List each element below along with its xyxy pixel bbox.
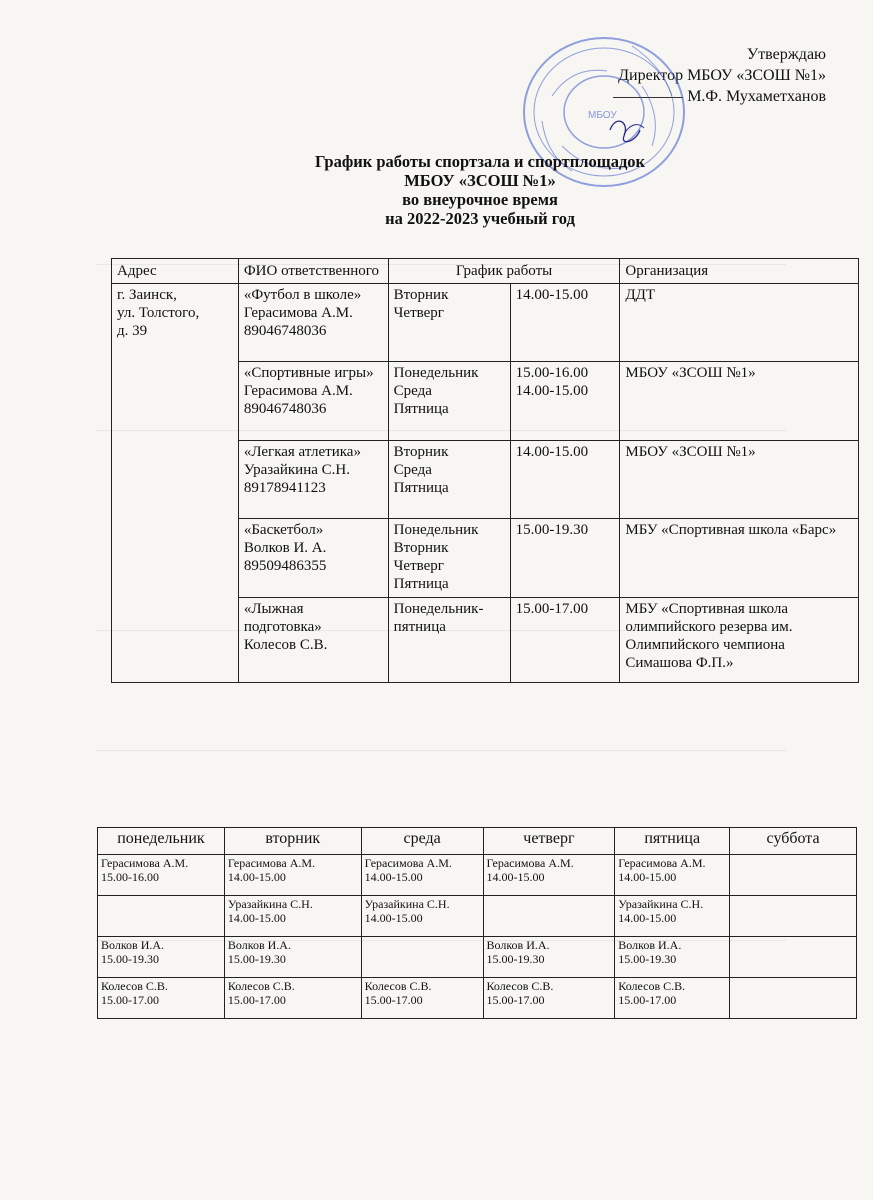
days-cell xyxy=(388,362,510,441)
day-header-thursday: четверг xyxy=(483,828,615,855)
schedule-header-row xyxy=(112,259,859,284)
trainer-time: 14.00-15.00 xyxy=(618,911,677,925)
time: 15.00-19.30 xyxy=(515,522,589,538)
weekly-cell xyxy=(615,896,730,937)
trainer-time: 15.00-17.00 xyxy=(101,993,159,1007)
trainer-time: 15.00-17.00 xyxy=(618,993,677,1007)
weekly-cell xyxy=(224,896,361,937)
day: пятница xyxy=(393,619,446,635)
weekly-cell xyxy=(615,855,730,896)
days-cell xyxy=(388,519,510,598)
person-phone: 89046748036 xyxy=(243,323,327,339)
weekly-cell xyxy=(483,855,615,896)
section-name: «Лыжная подготовка» xyxy=(243,601,322,635)
day-header-friday: пятница xyxy=(615,828,730,855)
day: Пятница xyxy=(393,480,449,496)
trainer-time: 14.00-15.00 xyxy=(227,911,286,925)
days-cell xyxy=(388,284,510,362)
title-line-1: График работы спортзала и спортплощадок xyxy=(314,152,646,171)
person-cell xyxy=(238,519,388,598)
day: Четверг xyxy=(393,305,444,321)
trainer-name: Волков И.А. xyxy=(227,938,291,952)
trainer-name: Колесов С.В. xyxy=(486,979,554,993)
person-cell xyxy=(238,362,388,441)
weekly-cell xyxy=(615,978,730,1019)
document-title xyxy=(200,152,760,228)
person-name: Герасимова А.М. xyxy=(243,305,353,321)
weekly-cell xyxy=(224,855,361,896)
days-cell xyxy=(388,598,510,683)
weekly-cell xyxy=(483,896,615,937)
header-organization: Организация xyxy=(620,259,859,284)
address-line: д. 39 xyxy=(117,323,148,339)
header-schedule: График работы xyxy=(388,259,620,284)
trainer-time: 14.00-15.00 xyxy=(618,870,677,884)
approval-label: Утверждаю xyxy=(746,46,826,63)
trainer-name: Уразайкина С.Н. xyxy=(364,897,450,911)
organization-cell: ДДТ xyxy=(620,284,859,362)
address-line: г. Заинск, xyxy=(117,287,177,303)
person-phone: 89178941123 xyxy=(243,480,326,496)
schedule-row xyxy=(112,284,859,362)
time: 15.00-16.00 xyxy=(515,365,589,381)
trainer-time: 14.00-15.00 xyxy=(486,870,545,884)
time-cell xyxy=(510,362,620,441)
day-header-tuesday: вторник xyxy=(224,828,361,855)
weekly-cell xyxy=(224,937,361,978)
person-phone: 89509486355 xyxy=(243,558,327,574)
trainer-name: Колесов С.В. xyxy=(364,979,432,993)
organization-cell: МБУ «Спортивная школа олимпийского резерва им. Олимпийского чемпиона Симашова Ф.П.» xyxy=(620,598,859,683)
time: 14.00-15.00 xyxy=(515,444,589,460)
time-cell xyxy=(510,441,620,519)
trainer-name: Волков И.А. xyxy=(101,938,165,952)
time-cell xyxy=(510,519,620,598)
trainer-time: 14.00-15.00 xyxy=(364,911,423,925)
day: Вторник xyxy=(393,444,449,460)
weekly-cell xyxy=(483,978,615,1019)
trainer-name: Герасимова А.М. xyxy=(364,856,452,870)
header-person: ФИО ответственного xyxy=(238,259,388,284)
trainer-time: 15.00-17.00 xyxy=(364,993,423,1007)
weekly-cell xyxy=(730,937,857,978)
weekly-row xyxy=(98,978,857,1019)
section-name: «Легкая атлетика» xyxy=(243,444,361,460)
weekly-cell xyxy=(98,896,225,937)
trainer-time: 15.00-19.30 xyxy=(618,952,677,966)
weekly-cell xyxy=(615,937,730,978)
schedule-table xyxy=(111,258,859,683)
day: Вторник xyxy=(393,287,449,303)
trainer-time: 15.00-17.00 xyxy=(227,993,286,1007)
day: Среда xyxy=(393,462,432,478)
trainer-name: Колесов С.В. xyxy=(227,979,295,993)
day: Пятница xyxy=(393,576,449,592)
trainer-time: 14.00-15.00 xyxy=(227,870,286,884)
person-name: Уразайкина С.Н. xyxy=(243,462,350,478)
trainer-time: 15.00-17.00 xyxy=(486,993,545,1007)
trainer-time: 15.00-19.30 xyxy=(101,952,159,966)
days-cell xyxy=(388,441,510,519)
trainer-name: Герасимова А.М. xyxy=(101,856,189,870)
trainer-time: 14.00-15.00 xyxy=(364,870,423,884)
section-name: «Баскетбол» xyxy=(243,522,324,538)
address-cell xyxy=(112,284,239,683)
trainer-name: Герасимова А.М. xyxy=(486,856,574,870)
weekly-cell xyxy=(98,937,225,978)
weekly-schedule-table xyxy=(97,827,857,1019)
time-cell xyxy=(510,598,620,683)
person-cell xyxy=(238,441,388,519)
time: 14.00-15.00 xyxy=(515,287,589,303)
time: 15.00-17.00 xyxy=(515,601,589,617)
person-phone: 89046748036 xyxy=(243,401,327,417)
weekly-cell xyxy=(361,937,483,978)
approval-position: Директор МБОУ «ЗСОШ №1» xyxy=(618,67,826,84)
day-header-wednesday: среда xyxy=(361,828,483,855)
person-cell xyxy=(238,284,388,362)
weekly-cell xyxy=(361,896,483,937)
title-line-2: МБОУ «ЗСОШ №1» xyxy=(404,171,556,190)
day-header-monday: понедельник xyxy=(98,828,225,855)
day: Понедельник xyxy=(393,365,479,381)
trainer-name: Волков И.А. xyxy=(486,938,550,952)
header-address: Адрес xyxy=(112,259,239,284)
person-cell xyxy=(238,598,388,683)
organization-cell: МБОУ «ЗСОШ №1» xyxy=(620,362,859,441)
trainer-name: Колесов С.В. xyxy=(101,979,168,993)
trainer-name: Уразайкина С.Н. xyxy=(227,897,313,911)
approval-name: М.Ф. Мухаметханов xyxy=(687,88,826,105)
day: Четверг xyxy=(393,558,444,574)
weekly-row xyxy=(98,937,857,978)
weekly-cell xyxy=(361,978,483,1019)
day: Среда xyxy=(393,383,432,399)
weekly-cell xyxy=(730,896,857,937)
weekly-cell xyxy=(361,855,483,896)
section-name: «Футбол в школе» xyxy=(243,287,362,303)
section-name: «Спортивные игры» xyxy=(243,365,374,381)
day: Вторник xyxy=(393,540,449,556)
address-line: ул. Толстого, xyxy=(117,305,200,321)
weekly-row xyxy=(98,896,857,937)
trainer-name: Волков И.А. xyxy=(618,938,682,952)
day: Понедельник- xyxy=(393,601,484,617)
bleed-through-line xyxy=(96,750,786,751)
time-cell xyxy=(510,284,620,362)
weekly-cell xyxy=(98,855,225,896)
weekly-cell xyxy=(730,978,857,1019)
person-name: Волков И. А. xyxy=(243,540,327,556)
stamp-center-text: МБОУ xyxy=(588,110,617,121)
trainer-time: 15.00-19.30 xyxy=(227,952,286,966)
trainer-name: Колесов С.В. xyxy=(618,979,686,993)
day: Пятница xyxy=(393,401,449,417)
trainer-time: 15.00-16.00 xyxy=(101,870,159,884)
title-line-3: во внеурочное время xyxy=(402,190,558,209)
weekly-row xyxy=(98,855,857,896)
weekly-cell xyxy=(730,855,857,896)
weekly-header-row xyxy=(98,828,857,855)
person-name: Колесов С.В. xyxy=(243,637,328,653)
weekly-cell xyxy=(98,978,225,1019)
day-header-saturday: суббота xyxy=(730,828,857,855)
organization-cell: МБУ «Спортивная школа «Барс» xyxy=(620,519,859,598)
trainer-name: Уразайкина С.Н. xyxy=(618,897,704,911)
time: 14.00-15.00 xyxy=(515,383,589,399)
trainer-name: Герасимова А.М. xyxy=(618,856,706,870)
title-line-4: на 2022-2023 учебный год xyxy=(385,209,575,228)
trainer-name: Герасимова А.М. xyxy=(227,856,316,870)
organization-cell: МБОУ «ЗСОШ №1» xyxy=(620,441,859,519)
person-name: Герасимова А.М. xyxy=(243,383,353,399)
weekly-cell xyxy=(224,978,361,1019)
weekly-cell xyxy=(483,937,615,978)
day: Понедельник xyxy=(393,522,479,538)
trainer-time: 15.00-19.30 xyxy=(486,952,545,966)
